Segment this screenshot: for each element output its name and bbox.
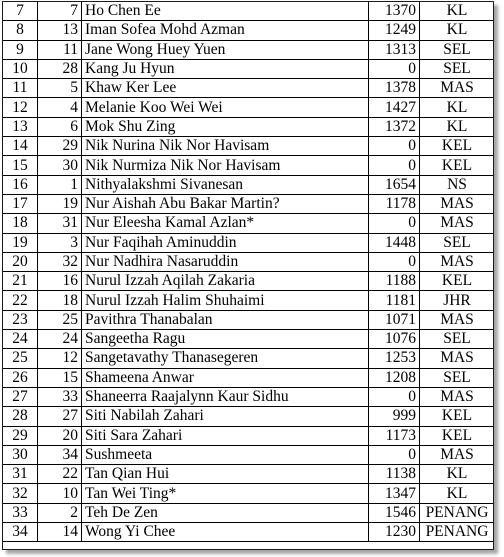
table-row xyxy=(3,330,495,349)
state-cell: JHR xyxy=(420,291,495,310)
rank-cell: 7 xyxy=(3,2,38,21)
state-cell: KL xyxy=(420,98,495,117)
player-name-cell: Nithyalakshmi Sivanesan xyxy=(82,175,369,194)
player-name-cell: Melanie Koo Wei Wei xyxy=(82,98,369,117)
player-name-cell: Siti Sara Zahari xyxy=(82,426,369,445)
rating-cell: 0 xyxy=(369,387,420,406)
table-row xyxy=(3,349,495,368)
rank-cell: 29 xyxy=(3,426,38,445)
state-cell: SEL xyxy=(420,59,495,78)
rating-cell: 999 xyxy=(369,407,420,426)
starting-number-cell: 16 xyxy=(38,272,82,291)
table-row xyxy=(3,156,495,175)
table-row xyxy=(3,426,495,445)
starting-number-cell: 31 xyxy=(38,214,82,233)
rating-cell: 1178 xyxy=(369,194,420,213)
player-name-cell: Shaneerra Raajalynn Kaur Sidhu xyxy=(82,387,369,406)
starting-number-cell: 10 xyxy=(38,484,82,503)
rank-cell: 25 xyxy=(3,349,38,368)
rank-cell: 22 xyxy=(3,291,38,310)
state-cell: MAS xyxy=(420,387,495,406)
rank-cell: 32 xyxy=(3,484,38,503)
state-cell: MAS xyxy=(420,79,495,98)
state-cell: MAS xyxy=(420,310,495,329)
starting-number-cell: 29 xyxy=(38,137,82,156)
rank-cell: 27 xyxy=(3,387,38,406)
state-cell: MAS xyxy=(420,194,495,213)
rank-cell: 16 xyxy=(3,175,38,194)
rank-cell: 28 xyxy=(3,407,38,426)
rating-cell: 0 xyxy=(369,445,420,464)
table-row xyxy=(3,368,495,387)
state-cell: KL xyxy=(420,484,495,503)
rank-cell: 13 xyxy=(3,117,38,136)
starting-number-cell: 5 xyxy=(38,79,82,98)
player-name-cell: Khaw Ker Lee xyxy=(82,79,369,98)
rank-cell: 14 xyxy=(3,137,38,156)
table-row xyxy=(3,291,495,310)
rank-cell: 31 xyxy=(3,465,38,484)
rank-cell: 21 xyxy=(3,272,38,291)
player-name-cell: Jane Wong Huey Yuen xyxy=(82,40,369,59)
rating-cell: 1448 xyxy=(369,233,420,252)
rank-cell: 26 xyxy=(3,368,38,387)
player-name-cell: Iman Sofea Mohd Azman xyxy=(82,21,369,40)
starting-number-cell: 15 xyxy=(38,368,82,387)
rating-cell: 1370 xyxy=(369,2,420,21)
starting-number-cell: 6 xyxy=(38,117,82,136)
rank-cell: 8 xyxy=(3,21,38,40)
starting-number-cell: 14 xyxy=(38,523,82,542)
state-cell: PENANG xyxy=(420,503,495,522)
player-name-cell: Teh De Zen xyxy=(82,503,369,522)
rank-cell: 20 xyxy=(3,252,38,271)
rating-cell: 1188 xyxy=(369,272,420,291)
starting-number-cell: 13 xyxy=(38,21,82,40)
state-cell: KEL xyxy=(420,272,495,291)
rating-cell: 1427 xyxy=(369,98,420,117)
rating-cell: 0 xyxy=(369,214,420,233)
player-name-cell: Nurul Izzah Aqilah Zakaria xyxy=(82,272,369,291)
player-name-cell: Nur Nadhira Nasaruddin xyxy=(82,252,369,271)
table-row xyxy=(3,272,495,291)
rank-cell: 18 xyxy=(3,214,38,233)
starting-number-cell: 25 xyxy=(38,310,82,329)
player-name-cell: Tan Qian Hui xyxy=(82,465,369,484)
state-cell: KL xyxy=(420,2,495,21)
player-name-cell: Wong Yi Chee xyxy=(82,523,369,542)
rating-cell: 1253 xyxy=(369,349,420,368)
player-name-cell: Nik Nurmiza Nik Nor Havisam xyxy=(82,156,369,175)
table-row xyxy=(3,117,495,136)
player-name-cell: Nurul Izzah Halim Shuhaimi xyxy=(82,291,369,310)
rank-cell: 23 xyxy=(3,310,38,329)
table-row xyxy=(3,137,495,156)
rating-cell: 1138 xyxy=(369,465,420,484)
table-row xyxy=(3,40,495,59)
player-name-cell: Sushmeeta xyxy=(82,445,369,464)
table-row xyxy=(3,387,495,406)
rank-cell: 30 xyxy=(3,445,38,464)
rating-cell: 1654 xyxy=(369,175,420,194)
table-row xyxy=(3,503,495,522)
player-name-cell: Pavithra Thanabalan xyxy=(82,310,369,329)
starting-number-cell: 7 xyxy=(38,2,82,21)
rating-cell: 1173 xyxy=(369,426,420,445)
rating-cell: 1230 xyxy=(369,523,420,542)
rank-cell: 12 xyxy=(3,98,38,117)
starting-number-cell: 34 xyxy=(38,445,82,464)
table-row xyxy=(3,214,495,233)
starting-number-cell: 4 xyxy=(38,98,82,117)
starting-number-cell: 32 xyxy=(38,252,82,271)
starting-number-cell: 30 xyxy=(38,156,82,175)
rating-cell: 1378 xyxy=(369,79,420,98)
player-name-cell: Nur Eleesha Kamal Azlan* xyxy=(82,214,369,233)
starting-number-cell: 11 xyxy=(38,40,82,59)
rank-cell: 10 xyxy=(3,59,38,78)
player-name-cell: Tan Wei Ting* xyxy=(82,484,369,503)
state-cell: NS xyxy=(420,175,495,194)
table-row xyxy=(3,407,495,426)
state-cell: KEL xyxy=(420,407,495,426)
rating-cell: 1372 xyxy=(369,117,420,136)
rank-cell: 24 xyxy=(3,330,38,349)
player-table-body xyxy=(3,2,495,542)
rating-cell: 1546 xyxy=(369,503,420,522)
table-row xyxy=(3,310,495,329)
rank-cell: 33 xyxy=(3,503,38,522)
rank-cell: 15 xyxy=(3,156,38,175)
table-row xyxy=(3,59,495,78)
starting-number-cell: 19 xyxy=(38,194,82,213)
rating-cell: 1076 xyxy=(369,330,420,349)
table-row xyxy=(3,252,495,271)
player-table xyxy=(2,1,494,542)
player-name-cell: Kang Ju Hyun xyxy=(82,59,369,78)
table-row xyxy=(3,2,495,21)
rating-cell: 1071 xyxy=(369,310,420,329)
state-cell: KL xyxy=(420,117,495,136)
starting-number-cell: 18 xyxy=(38,291,82,310)
starting-number-cell: 27 xyxy=(38,407,82,426)
player-name-cell: Nur Aishah Abu Bakar Martin? xyxy=(82,194,369,213)
starting-number-cell: 28 xyxy=(38,59,82,78)
rank-cell: 9 xyxy=(3,40,38,59)
player-name-cell: Siti Nabilah Zahari xyxy=(82,407,369,426)
state-cell: SEL xyxy=(420,40,495,59)
rating-cell: 1313 xyxy=(369,40,420,59)
table-row xyxy=(3,445,495,464)
player-list-sheet xyxy=(2,1,494,550)
player-name-cell: Mok Shu Zing xyxy=(82,117,369,136)
table-row xyxy=(3,484,495,503)
table-row xyxy=(3,233,495,252)
starting-number-cell: 24 xyxy=(38,330,82,349)
player-name-cell: Nik Nurina Nik Nor Havisam xyxy=(82,137,369,156)
rating-cell: 0 xyxy=(369,252,420,271)
starting-number-cell: 12 xyxy=(38,349,82,368)
state-cell: PENANG xyxy=(420,523,495,542)
rating-cell: 0 xyxy=(369,137,420,156)
state-cell: MAS xyxy=(420,252,495,271)
rating-cell: 0 xyxy=(369,156,420,175)
starting-number-cell: 3 xyxy=(38,233,82,252)
rating-cell: 1208 xyxy=(369,368,420,387)
starting-number-cell: 2 xyxy=(38,503,82,522)
player-name-cell: Ho Chen Ee xyxy=(82,2,369,21)
table-row xyxy=(3,98,495,117)
table-row xyxy=(3,523,495,542)
state-cell: SEL xyxy=(420,330,495,349)
starting-number-cell: 22 xyxy=(38,465,82,484)
table-row xyxy=(3,21,495,40)
state-cell: SEL xyxy=(420,233,495,252)
starting-number-cell: 33 xyxy=(38,387,82,406)
state-cell: KL xyxy=(420,465,495,484)
player-name-cell: Sangeetha Ragu xyxy=(82,330,369,349)
state-cell: KL xyxy=(420,21,495,40)
player-name-cell: Sangetavathy Thanasegeren xyxy=(82,349,369,368)
state-cell: KEL xyxy=(420,137,495,156)
rank-cell: 19 xyxy=(3,233,38,252)
state-cell: MAS xyxy=(420,349,495,368)
starting-number-cell: 1 xyxy=(38,175,82,194)
player-name-cell: Nur Faqihah Aminuddin xyxy=(82,233,369,252)
state-cell: KEL xyxy=(420,156,495,175)
rating-cell: 0 xyxy=(369,59,420,78)
rating-cell: 1347 xyxy=(369,484,420,503)
table-row xyxy=(3,79,495,98)
state-cell: KEL xyxy=(420,426,495,445)
state-cell: SEL xyxy=(420,368,495,387)
state-cell: MAS xyxy=(420,445,495,464)
rank-cell: 11 xyxy=(3,79,38,98)
table-row xyxy=(3,465,495,484)
rating-cell: 1249 xyxy=(369,21,420,40)
rank-cell: 17 xyxy=(3,194,38,213)
starting-number-cell: 20 xyxy=(38,426,82,445)
table-row xyxy=(3,175,495,194)
state-cell: MAS xyxy=(420,214,495,233)
table-row xyxy=(3,194,495,213)
rating-cell: 1181 xyxy=(369,291,420,310)
rank-cell: 34 xyxy=(3,523,38,542)
player-name-cell: Shameena Anwar xyxy=(82,368,369,387)
